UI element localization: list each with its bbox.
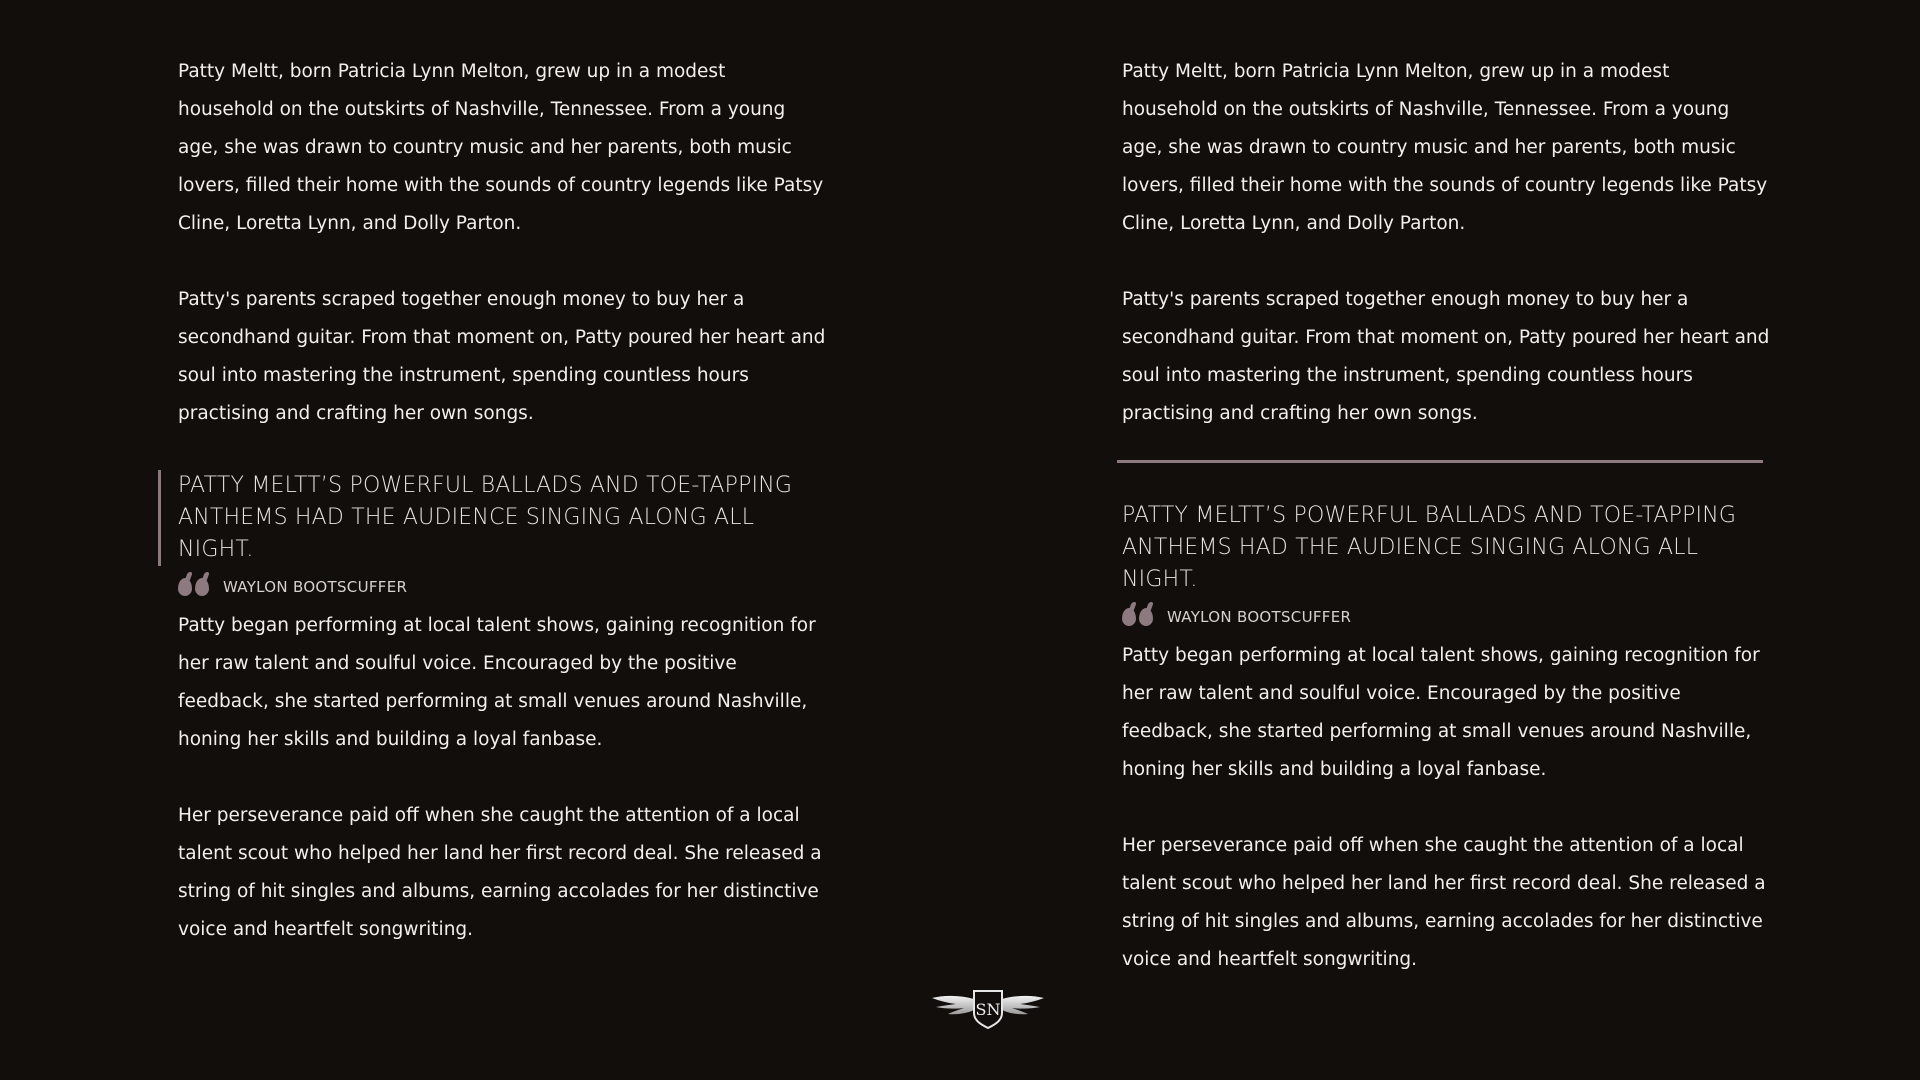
- paragraph-3: Patty began performing at local talent shows, gaining recognition for her raw talent and soulful voice. Encouraged by the positive feedback, she started performing at small venues around Nashville, honing her skills and building a loyal fanbase.: [178, 615, 816, 750]
- paragraph-1: Patty Meltt, born Patricia Lynn Melton, grew up in a modest household on the outskirts of Nashville, Tennessee. From a young age, she was drawn to country music and her parents, both music lovers, filled their home with the sounds of country legends like Patsy Cline, Loretta Lynn, and Dolly Parton.: [178, 61, 824, 234]
- paragraph-2: Patty's parents scraped together enough money to buy her a secondhand guitar. From that moment on, Patty poured her heart and soul into mastering the instrument, spending countless hours practising and crafting her own songs.: [178, 289, 826, 424]
- quote-text: PATTY MELTT’S POWERFUL BALLADS AND TOE-TAPPING ANTHEMS HAD THE AUDIENCE SINGING ALONG ALL NIGHT.: [1122, 503, 1737, 592]
- quote-marks-icon: [1122, 608, 1153, 626]
- paragraph-4: Her perseverance paid off when she caught the attention of a local talent scout who helped her land her first record deal. She released a string of hit singles and albums, earning accolades for her distinctive voice and heartfelt songwriting.: [178, 805, 822, 940]
- quote-text: PATTY MELTT’S POWERFUL BALLADS AND TOE-TAPPING ANTHEMS HAD THE AUDIENCE SINGING ALONG ALL NIGHT.: [178, 473, 793, 562]
- paragraph-4: Her perseverance paid off when she caught the attention of a local talent scout who helped her land her first record deal. She released a string of hit singles and albums, earning accolades for her distinctive voice and heartfelt songwriting.: [1122, 835, 1766, 970]
- pull-quote: [158, 470, 818, 596]
- winged-shield-logo-icon: [930, 985, 1046, 1029]
- paragraph-1: Patty Meltt, born Patricia Lynn Melton, grew up in a modest household on the outskirts of Nashville, Tennessee. From a young age, she was drawn to country music and her parents, both music lovers, filled their home with the sounds of country legends like Patsy Cline, Loretta Lynn, and Dolly Parton.: [1122, 61, 1768, 234]
- quote-author: WAYLON BOOTSCUFFER: [223, 578, 408, 596]
- paragraph-2: Patty's parents scraped together enough money to buy her a secondhand guitar. From that moment on, Patty poured her heart and soul into mastering the instrument, spending countless hours practising and crafting her own songs.: [1122, 289, 1770, 424]
- quote-marks-icon: [178, 578, 209, 596]
- paragraph-3: Patty began performing at local talent shows, gaining recognition for her raw talent and soulful voice. Encouraged by the positive feedback, she started performing at small venues around Nashville, honing her skills and building a loyal fanbase.: [1122, 645, 1760, 780]
- quote-attribution: [1122, 608, 1770, 626]
- site-logo[interactable]: [930, 985, 1046, 1029]
- quote-divider: [1117, 460, 1763, 463]
- quote-attribution: [178, 578, 818, 596]
- quote-author: WAYLON BOOTSCUFFER: [1167, 608, 1352, 626]
- logo-text: SN: [975, 1000, 1001, 1019]
- pull-quote: [1122, 500, 1770, 626]
